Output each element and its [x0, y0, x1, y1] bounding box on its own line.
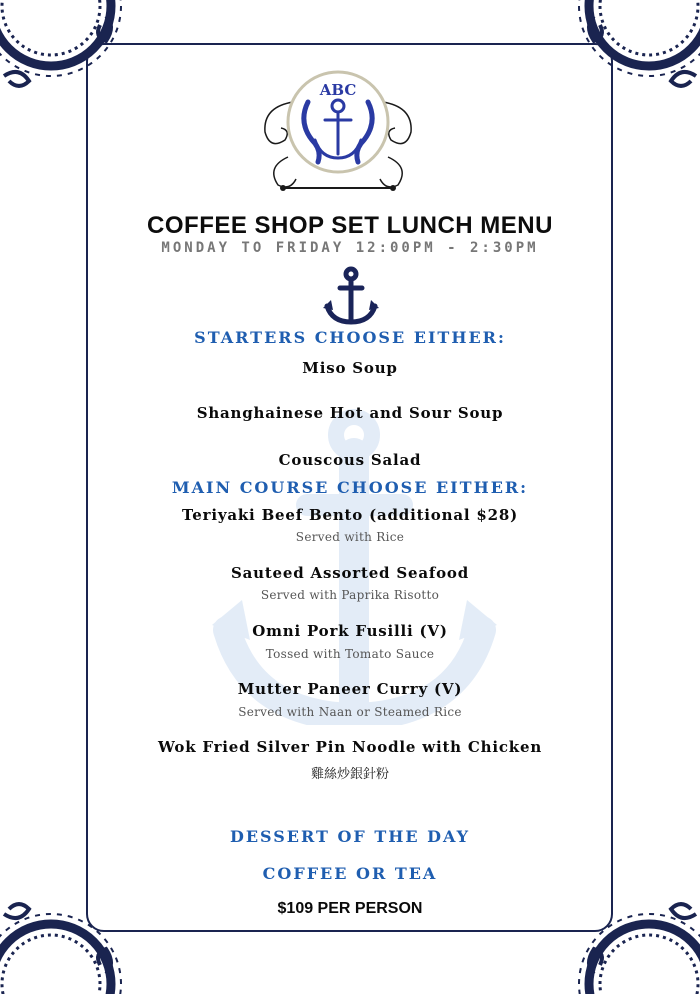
- anchor-icon: [322, 266, 380, 326]
- dessert-label: DESSERT OF THE DAY: [229, 827, 471, 846]
- menu-title: COFFEE SHOP SET LUNCH MENU: [147, 212, 553, 239]
- main-course-heading: MAIN COURSE CHOOSE EITHER:: [171, 478, 529, 497]
- main-item-desc: Served with Naan or Steamed Rice: [238, 705, 462, 719]
- main-item-desc: 雞絲炒銀針粉: [310, 767, 389, 782]
- starter-item: Miso Soup: [302, 359, 398, 377]
- main-item-name: Wok Fried Silver Pin Noodle with Chicken: [157, 738, 543, 756]
- main-item-desc: Served with Paprika Risotto: [260, 588, 440, 602]
- main-item-desc: Tossed with Tomato Sauce: [265, 647, 435, 661]
- main-item-name: Sauteed Assorted Seafood: [230, 564, 470, 582]
- logo-text: ABC: [319, 81, 357, 99]
- main-item-desc: Served with Rice: [295, 530, 405, 544]
- main-item-name: Mutter Paneer Curry (V): [237, 680, 463, 698]
- starter-item: Couscous Salad: [278, 451, 422, 469]
- starters-heading: STARTERS CHOOSE EITHER:: [194, 328, 506, 347]
- main-item-name: Teriyaki Beef Bento (additional $28): [182, 506, 518, 524]
- menu-hours: MONDAY TO FRIDAY 12:00PM - 2:30PM: [161, 240, 539, 256]
- drink-label: COFFEE OR TEA: [262, 864, 438, 883]
- price-label: $109 PER PERSON: [277, 900, 423, 917]
- starter-item: Shanghainese Hot and Sour Soup: [196, 404, 504, 422]
- logo-emblem: [253, 62, 423, 197]
- anchor-watermark-icon: [212, 395, 497, 725]
- main-item-name: Omni Pork Fusilli (V): [252, 622, 448, 640]
